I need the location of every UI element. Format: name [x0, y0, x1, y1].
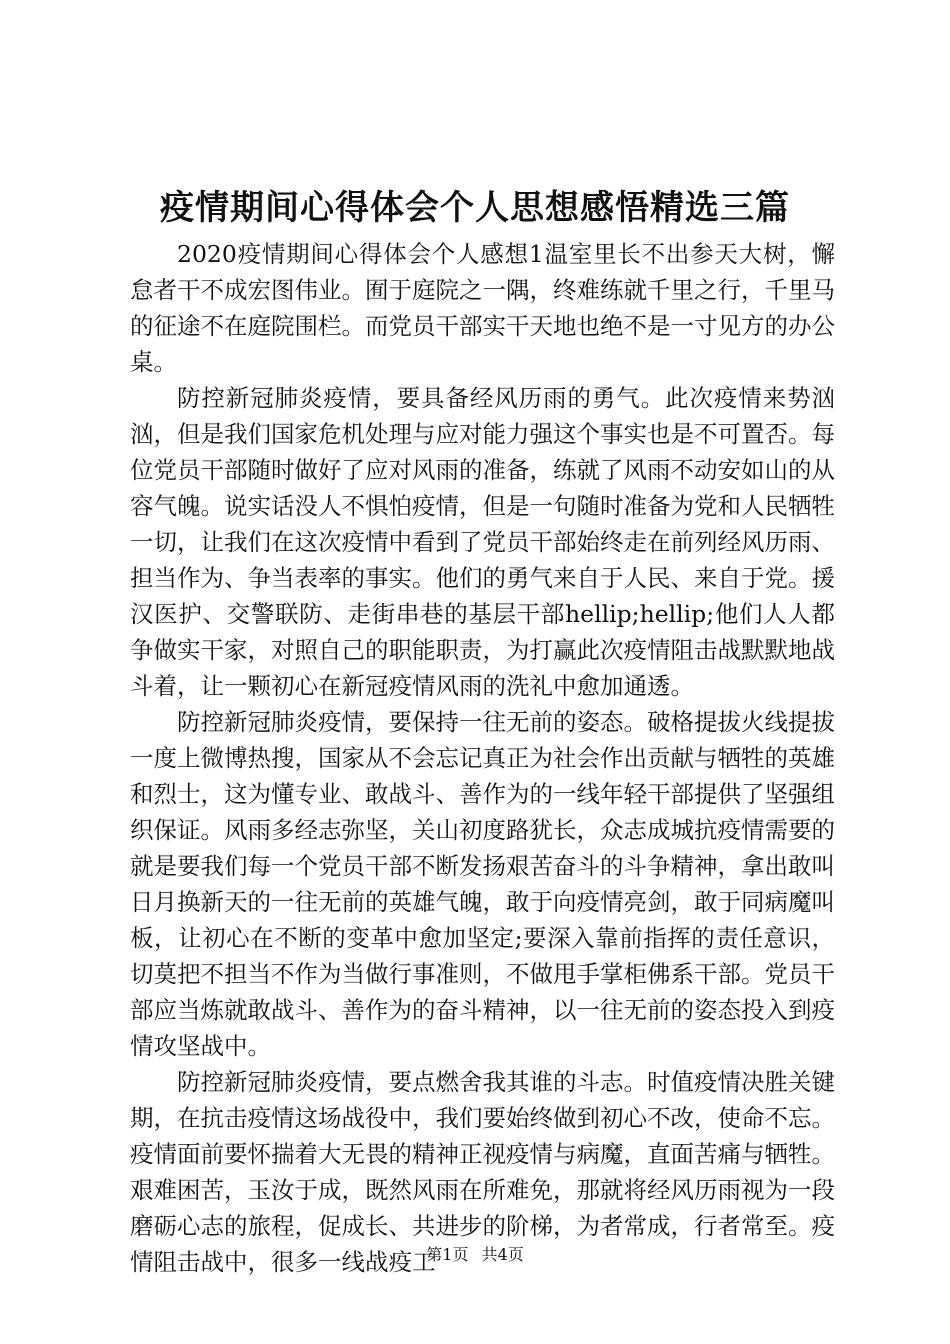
paragraph: 防控新冠肺炎疫情，要点燃舍我其谁的斗志。时值疫情决胜关键期，在抗击疫情这场战役中，我们要始终做到初心不改，使命不忘。疫情面前要怀揣着大无畏的精神正视疫情与病魔，直面苦痛与牺牲。艰难困苦，玉汝于成，既然风雨在所难免，那就将经风历雨视为一段磨砺心志的旅程，促成长、共进步的阶梯，为者常成，行者常至。疫情阻击战中，很多一线战疫工 — [130, 1068, 835, 1276]
document-body — [130, 236, 835, 1280]
paragraph: 防控新冠肺炎疫情，要保持一往无前的姿态。破格提拔火线提拔一度上微博热搜，国家从不会忘记真正为社会作出贡献与牺牲的英雄和烈士，这为懂专业、敢战斗、善作为的一线年轻干部提供了坚强组织保证。风雨多经志弥坚，关山初度路犹长，众志成城抗疫情需要的就是要我们每一个党员干部不断发扬艰苦奋斗的斗争精神，拿出敢叫日月换新天的一往无前的英雄气魄，敢于向疫情亮剑，敢于同病魔叫板，让初心在不断的变革中愈加坚定;要深入靠前指挥的责任意识，切莫把不担当不作为当做行事准则，不做甩手掌柜佛系干部。党员干部应当炼就敢战斗、善作为的奋斗精神，以一往无前的姿态投入到疫情攻坚战中。 — [130, 708, 835, 1060]
page-total: 共4页 — [481, 1245, 524, 1264]
paragraph: 防控新冠肺炎疫情，要具备经风历雨的勇气。此次疫情来势汹汹，但是我们国家危机处理与应对能力强这个事实也是不可置否。每位党员干部随时做好了应对风雨的准备，练就了风雨不动安如山的从容气魄。说实话没人不惧怕疫情，但是一句随时准备为党和人民牺牲一切，让我们在这次疫情中看到了党员干部始终走在前列经风历雨、担当作为、争当表率的事实。他们的勇气来自于人民、来自于党。援汉医护、交警联防、走街串巷的基层干部hellip;hellip;他们人人都争做实干家，对照自己的职能职责，为打赢此次疫情阻击战默默地战斗着，让一颗初心在新冠疫情风雨的洗礼中愈加通透。 — [130, 384, 835, 700]
page-footer — [0, 1244, 950, 1266]
paragraph: 2020疫情期间心得体会个人感想1温室里长不出参天大树，懈怠者干不成宏图伟业。囿于庭院之一隅，终难练就千里之行，千里马的征途不在庭院围栏。而党员干部实干天地也绝不是一寸见方的办公桌。 — [130, 240, 835, 376]
page-number: 第1页 — [426, 1245, 469, 1264]
page-title: 疫情期间心得体会个人思想感悟精选三篇 — [160, 188, 790, 228]
